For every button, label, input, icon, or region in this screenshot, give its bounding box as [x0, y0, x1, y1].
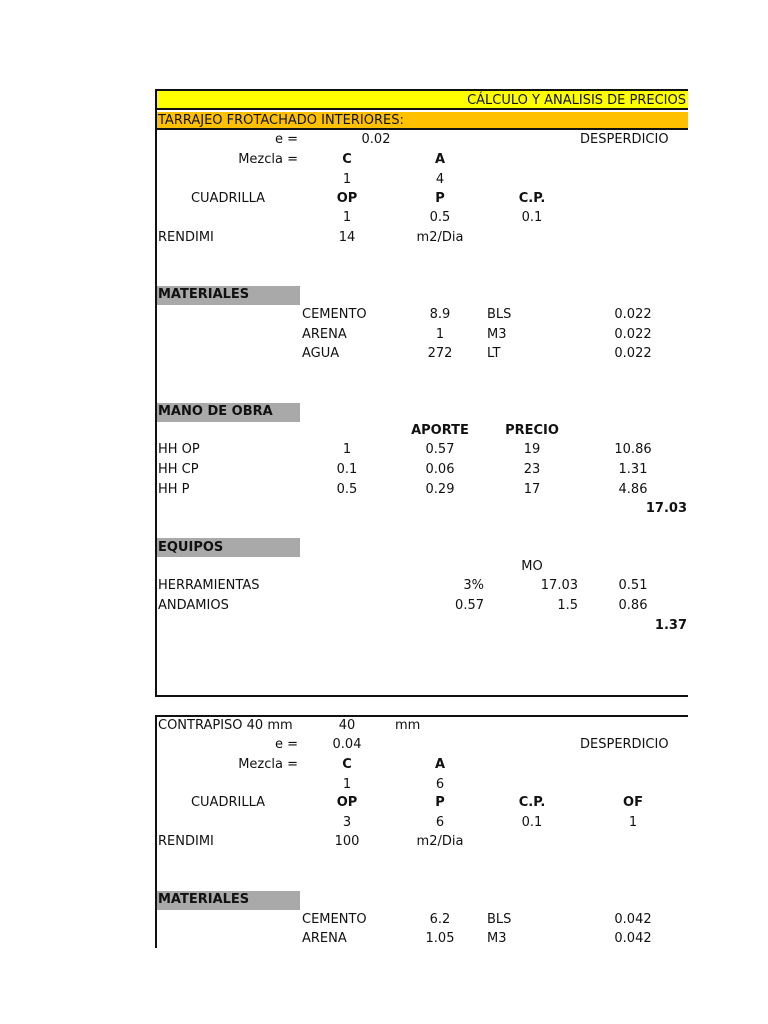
labor-cantidad: 0.5: [336, 482, 358, 497]
mo-header: MO: [521, 559, 543, 574]
e-value: 0.02: [361, 132, 391, 147]
labor-aporte: 0.29: [425, 482, 455, 497]
material-desperdicio: 0.022: [614, 346, 652, 361]
material-name: CEMENTO: [302, 307, 367, 322]
equipo-name: ANDAMIOS: [158, 598, 229, 613]
precio-header: PRECIO: [505, 423, 559, 438]
block2-mezcla-a: A: [434, 757, 446, 772]
block2-rendimiento-value: 100: [334, 834, 360, 849]
block2-cuadrilla-label: CUADRILLA: [190, 795, 266, 810]
equipo-factor: 3%: [463, 578, 484, 593]
labor-aporte: 0.06: [425, 462, 455, 477]
mano-obra-total: 17.03: [645, 501, 687, 516]
block2-cuadrilla-cp: C.P.: [518, 795, 546, 810]
block2-thickness-unit: mm: [395, 718, 421, 733]
cuadrilla-cp-value: 0.1: [521, 210, 543, 225]
material-desperdicio: 0.042: [614, 912, 652, 927]
labor-precio: 19: [523, 442, 541, 457]
material-qty: 6.2: [429, 912, 451, 927]
materiales-title: MATERIALES: [158, 287, 250, 302]
labor-precio: 23: [523, 462, 541, 477]
mezcla-c-value: 1: [342, 172, 352, 187]
labor-name: HH P: [158, 482, 190, 497]
labor-precio: 17: [523, 482, 541, 497]
block2-mezcla-c-value: 1: [342, 777, 352, 792]
block2-mezcla-c: C: [342, 757, 352, 772]
equipos-title: EQUIPOS: [158, 540, 224, 555]
material-name: ARENA: [302, 327, 347, 342]
block2-cuadrilla-of: OF: [623, 795, 643, 810]
block2-title: CONTRAPISO 40 mm: [158, 718, 293, 733]
material-qty: 1: [435, 327, 445, 342]
equipos-total: 1.37: [654, 618, 687, 633]
material-qty: 272: [427, 346, 453, 361]
material-qty: 8.9: [429, 307, 451, 322]
rendimiento-unit: m2/Dia: [416, 230, 464, 245]
block2-cuadrilla-op: OP: [336, 795, 358, 810]
cuadrilla-p-value: 0.5: [429, 210, 451, 225]
material-desperdicio: 0.022: [614, 307, 652, 322]
material-unit: M3: [487, 931, 507, 946]
block2-thickness-value: 40: [338, 718, 356, 733]
material-desperdicio: 0.042: [614, 931, 652, 946]
mezcla-a: A: [434, 152, 446, 167]
block2-e-label: e =: [274, 737, 298, 752]
bottom-border-block1: [155, 695, 688, 697]
material-unit: M3: [487, 327, 507, 342]
labor-total: 10.86: [614, 442, 652, 457]
block2-materiales-title: MATERIALES: [158, 892, 250, 907]
material-unit: BLS: [487, 307, 512, 322]
block2-rendimiento-unit: m2/Dia: [416, 834, 464, 849]
material-unit: BLS: [487, 912, 512, 927]
labor-total: 1.31: [618, 462, 648, 477]
cuadrilla-p: P: [435, 191, 445, 206]
rendimiento-label: RENDIMI: [158, 230, 214, 245]
equipo-base: 17.03: [540, 578, 578, 593]
left-border-block1: [155, 89, 157, 697]
material-unit: LT: [487, 346, 501, 361]
cuadrilla-op: OP: [336, 191, 358, 206]
cuadrilla-label: CUADRILLA: [190, 191, 266, 206]
page-title: CÁLCULO Y ANALISIS DE PRECIOS: [467, 93, 686, 108]
block2-top-border: [155, 715, 688, 717]
block2-desperdicio-label: DESPERDICIO: [580, 737, 669, 752]
equipo-factor: 0.57: [455, 598, 484, 613]
left-border-block2: [155, 715, 157, 948]
block2-e-value: 0.04: [332, 737, 362, 752]
material-qty: 1.05: [425, 931, 455, 946]
mezcla-label: Mezcla =: [238, 152, 298, 167]
mano-obra-title: MANO DE OBRA: [158, 404, 273, 419]
block2-cuadrilla-cp-value: 0.1: [521, 815, 543, 830]
equipo-total: 0.51: [618, 578, 648, 593]
material-name: AGUA: [302, 346, 340, 361]
labor-cantidad: 0.1: [336, 462, 358, 477]
material-name: CEMENTO: [302, 912, 367, 927]
labor-name: HH CP: [158, 462, 199, 477]
aporte-header: APORTE: [411, 423, 469, 438]
desperdicio-label: DESPERDICIO: [580, 132, 669, 147]
cuadrilla-op-value: 1: [342, 210, 352, 225]
material-name: ARENA: [302, 931, 347, 946]
equipo-total: 0.86: [618, 598, 648, 613]
material-desperdicio: 0.022: [614, 327, 652, 342]
section-title: TARRAJEO FROTACHADO INTERIORES:: [158, 113, 404, 128]
mezcla-a-value: 4: [435, 172, 445, 187]
labor-total: 4.86: [618, 482, 648, 497]
block2-rendimiento-label: RENDIMI: [158, 834, 214, 849]
labor-cantidad: 1: [342, 442, 352, 457]
block2-cuadrilla-of-value: 1: [628, 815, 638, 830]
block2-cuadrilla-p: P: [435, 795, 445, 810]
mezcla-c: C: [342, 152, 352, 167]
block2-cuadrilla-p-value: 6: [435, 815, 445, 830]
block2-mezcla-a-value: 6: [435, 777, 445, 792]
cuadrilla-cp: C.P.: [518, 191, 546, 206]
rendimiento-value: 14: [338, 230, 356, 245]
labor-aporte: 0.57: [425, 442, 455, 457]
block2-mezcla-label: Mezcla =: [238, 757, 298, 772]
labor-name: HH OP: [158, 442, 200, 457]
e-label: e =: [274, 132, 298, 147]
block2-cuadrilla-op-value: 3: [342, 815, 352, 830]
equipo-base: 1.5: [557, 598, 578, 613]
equipo-name: HERRAMIENTAS: [158, 578, 260, 593]
